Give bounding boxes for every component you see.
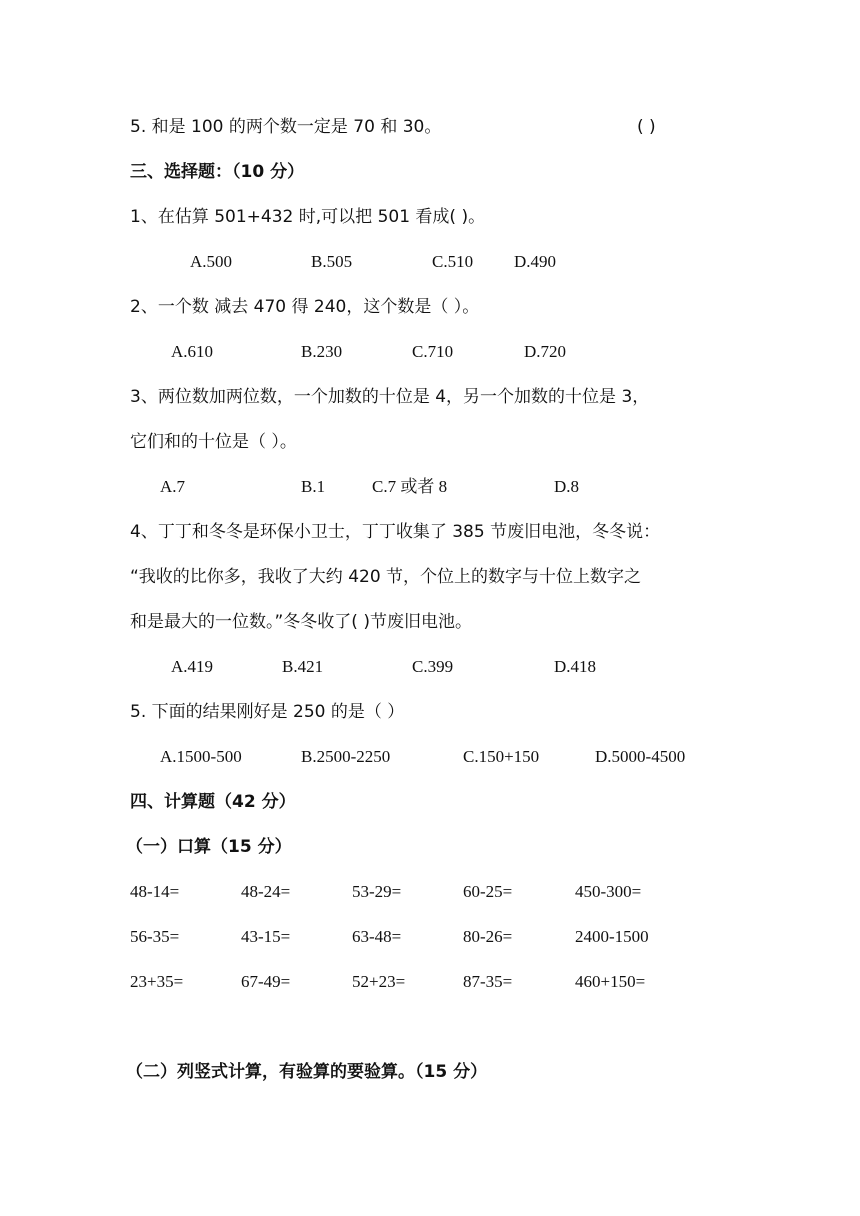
answer-bracket: ( ) [637,117,656,137]
math-problem: 53-29= [352,882,402,901]
choice-question-4-line-2: “我收的比你多，我收了大约 420 节，个位上的数字与十位上数字之 [130,567,642,587]
math-problem: 60-25= [463,882,513,901]
math-problem: 460+150= [575,972,646,991]
option-c: C.150+150 [463,747,540,766]
option-a: A.7 [160,477,186,496]
math-problem: 52+23= [352,972,406,991]
math-problem: 48-14= [130,882,180,901]
subsection-heading-vertical-calculation: （二）列竖式计算，有验算的要验算。（15 分） [126,1062,488,1082]
option-a: A.610 [171,342,214,361]
choice-question-2: 2、一个数 减去 470 得 240，这个数是（ ）。 [130,297,480,317]
option-d: D.5000-4500 [595,747,686,766]
subsection-heading-mental-math: （一）口算（15 分） [126,837,292,857]
math-problem: 67-49= [241,972,291,991]
option-d: D.418 [554,657,597,676]
choice-question-3-line-1: 3、两位数加两位数，一个加数的十位是 4，另一个加数的十位是 3， [130,387,650,407]
section-heading-choice: 三、选择题：（10 分） [130,162,305,182]
option-d: D.8 [554,477,580,496]
option-b: B.505 [311,252,353,271]
option-a: A.500 [190,252,233,271]
option-b: B.1 [301,477,326,496]
choice-question-4-line-1: 4、丁丁和冬冬是环保小卫士，丁丁收集了 385 节废旧电池，冬冬说： [130,522,661,542]
choice-question-4-line-3: 和是最大的一位数。”冬冬收了( )节废旧电池。 [130,612,472,632]
math-problem: 63-48= [352,927,402,946]
option-b: B.421 [282,657,324,676]
option-d: D.720 [524,342,567,361]
option-c: C.7 或者 8 [372,477,448,496]
option-d: D.490 [514,252,557,271]
option-b: B.2500-2250 [301,747,391,766]
math-problem: 23+35= [130,972,184,991]
choice-question-5: 5. 下面的结果刚好是 250 的是（ ） [130,702,405,722]
option-a: A.1500-500 [160,747,242,766]
math-problem: 450-300= [575,882,642,901]
option-b: B.230 [301,342,343,361]
option-c: C.510 [432,252,474,271]
choice-question-3-line-2: 它们和的十位是（ ）。 [130,432,297,452]
section-heading-calculation: 四、计算题（42 分） [130,792,296,812]
judge-question-5: 5. 和是 100 的两个数一定是 70 和 30。 [130,117,442,137]
math-problem: 87-35= [463,972,513,991]
math-problem: 2400-1500 [575,927,649,946]
choice-question-1: 1、在估算 501+432 时,可以把 501 看成( )。 [130,207,486,227]
option-c: C.399 [412,657,454,676]
math-problem: 80-26= [463,927,513,946]
option-a: A.419 [171,657,214,676]
math-problem: 48-24= [241,882,291,901]
math-problem: 43-15= [241,927,291,946]
option-c: C.710 [412,342,454,361]
math-problem: 56-35= [130,927,180,946]
